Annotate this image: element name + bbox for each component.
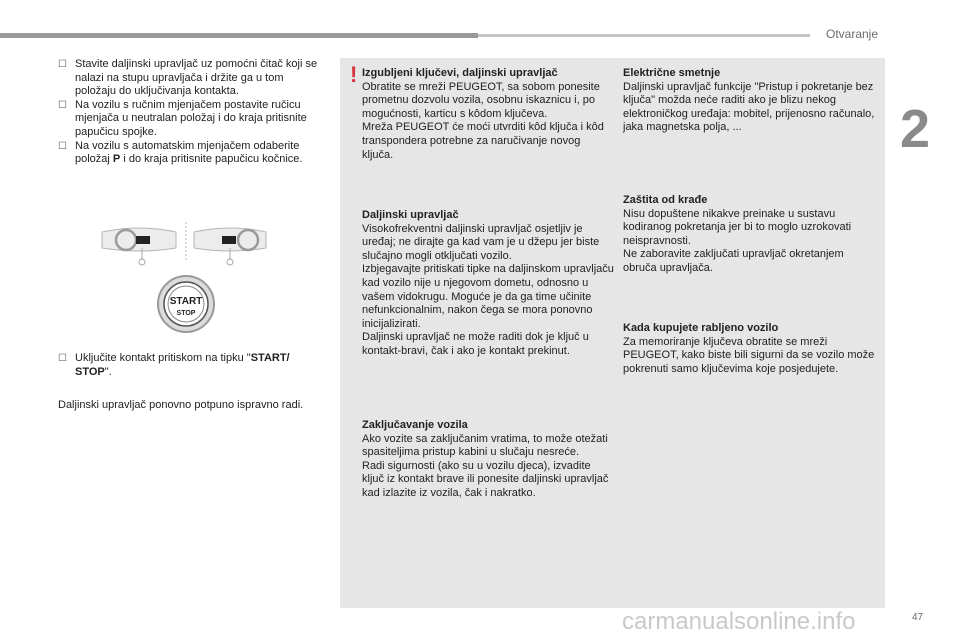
notice-heading: Zaključavanje vozila	[362, 419, 468, 431]
instruction-step: ☐ Na vozilu s ručnim mjenjačem postavite ručicu mjenjača u neutralan položaj i do kraja pritisnite papučicu spojke.	[58, 98, 307, 138]
electrical-interference-notice: Električne smetnje Daljinski upravljač funkcije "Pristup i pokretanje bez ključa" možda neće raditi ako je blizu nekog elektroničkog uređaja: mobitel, prijenosno računalo, jaka magnetska polja, ...	[623, 67, 879, 135]
used-vehicle-notice: Kada kupujete rabljeno vozilo Za memoriranje ključeva obratite se mreži PEUGEOT, kako biste bili sigurni da se vozilo može pokrenuti samo ključevima koje posjedujete.	[623, 322, 879, 376]
section-title: Otvaranje	[826, 27, 879, 41]
header-bar	[0, 33, 478, 38]
lost-keys-notice: Izgubljeni ključevi, daljinski upravljač Obratite se mreži PEUGEOT, sa sobom ponesite prometnu dozvolu vozila, osobnu iskaznicu i, po mogućnosti, karticu s kôdom ključeva. Mreža PEUGEOT će moći utvrditi kôd ključa i kôd transpondera potrebne za naručivanje novog ključa.	[362, 67, 614, 162]
chapter-number: 2	[900, 99, 931, 159]
anti-theft-notice: Zaštita od krađe Nisu dopuštene nikakve preinake u sustavu kodiranog pokretanja jer bi to moglo uzrokovati neispravnosti. Ne zaboravite zaključati upravljač okretanjem obruča upravljača.	[623, 194, 879, 276]
svg-text:START: START	[169, 296, 203, 307]
notice-heading: Daljinski upravljač	[362, 209, 459, 221]
checkbox-icon: ☐	[58, 59, 67, 70]
page-number: 47	[912, 612, 924, 623]
vehicle-locking-notice: Zaključavanje vozila Ako vozite sa zaključanim vratima, to može otežati spasiteljima pristup kabini u slučaju nesreće. Radi sigurnosti (ako su u vozilu djeca), izvadite ključ iz kontakt brave ili ponesite daljinski upravljač kad izlazite iz vozila, čak i nakratko.	[362, 419, 614, 501]
instruction-step: ☐ Uključite kontakt pritiskom na tipku "START/ STOP".	[58, 352, 290, 378]
notice-heading: Izgubljeni ključevi, daljinski upravljač	[362, 67, 558, 79]
steering-reader-illustration	[94, 222, 274, 334]
start-stop-button-icon	[158, 276, 214, 332]
closing-paragraph: Daljinski upravljač ponovno potpuno ispravno radi.	[58, 399, 304, 412]
watermark: carmanualsonline.info	[622, 608, 856, 635]
steering-column-right-icon	[194, 228, 266, 265]
remote-control-notice: Daljinski upravljač Visokofrekventni daljinski upravljač osjetljiv je uređaj; ne dirajte ga kad vam je u džepu jer biste slučajno mogli otključati vozilo. Izbjegavajte pritiskati tipke na daljinskom upravljaču kad vozilo nije u njegovom dometu, odnosno u vašem vidokrugu. Moguće je da ga time učinite nefunkcionalnim, nakon čega se mora ponovno inicijalizirati. Daljinski upravljač ne može raditi dok je ključ u kontakt-bravi, čak i ako je kontakt prekinut.	[362, 209, 614, 357]
checkbox-icon: ☐	[58, 353, 67, 364]
notice-heading: Električne smetnje	[623, 67, 721, 79]
checkbox-icon: ☐	[58, 99, 67, 111]
svg-text:STOP: STOP	[176, 310, 196, 317]
notice-heading: Kada kupujete rabljeno vozilo	[623, 322, 779, 334]
instructions-column	[58, 58, 326, 167]
instruction-step: ☐ Na vozilu s automatskim mjenjačem odaberite položaj P i do kraja pritisnite papučicu kočnice.	[58, 139, 303, 166]
checkbox-icon: ☐	[58, 140, 67, 152]
exclamation-icon: !	[350, 62, 358, 87]
header-bar-light	[478, 34, 810, 37]
instruction-step: ☐ Stavite daljinski upravljač uz pomoćni čitač koji se nalazi na stupu upravljača i držite ga u tom položaju do uključivanja kontakta.	[58, 58, 318, 98]
notice-heading: Zaštita od krađe	[623, 194, 708, 206]
steering-column-left-icon	[102, 228, 176, 265]
instructions-column-bottom	[58, 352, 326, 413]
